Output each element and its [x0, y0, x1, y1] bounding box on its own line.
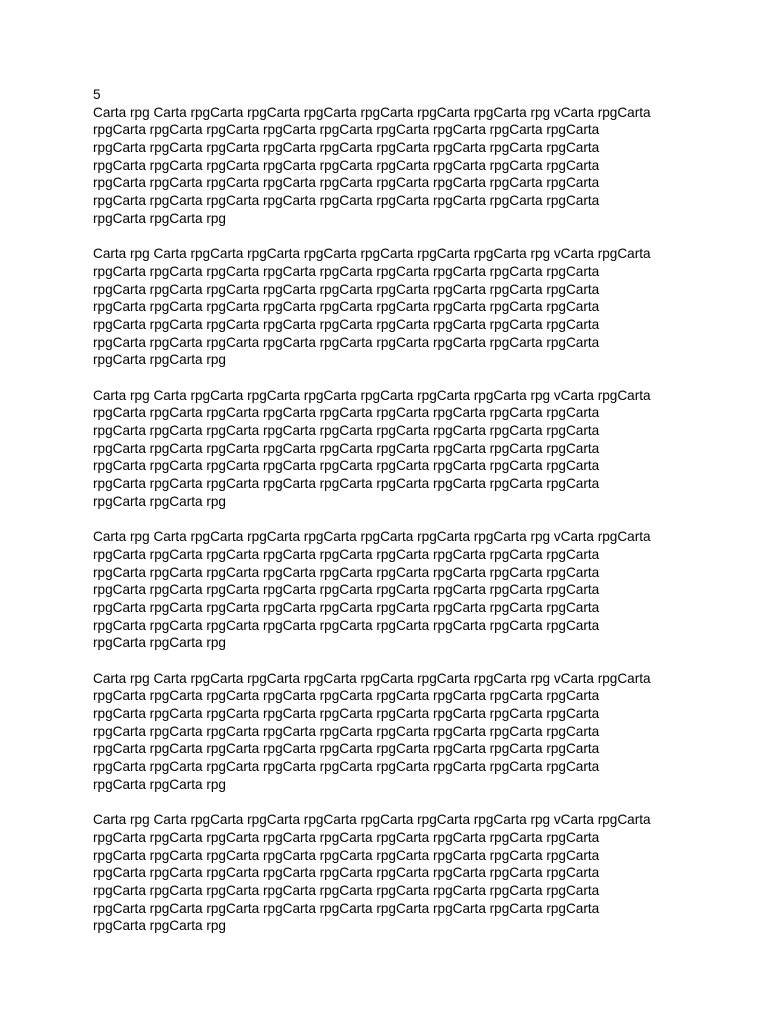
text-line: rpgCarta rpgCarta rpg	[93, 493, 226, 509]
text-line: rpgCarta rpgCarta rpgCarta rpgCarta rpgCarta rpgCarta rpgCarta rpgCarta rpgCarta	[93, 334, 600, 350]
paragraph	[93, 811, 733, 935]
text-line: rpgCarta rpgCarta rpgCarta rpgCarta rpgCarta rpgCarta rpgCarta rpgCarta rpgCarta	[93, 316, 600, 332]
text-line: rpgCarta rpgCarta rpgCarta rpgCarta rpgCarta rpgCarta rpgCarta rpgCarta rpgCarta	[93, 122, 600, 138]
paragraph	[93, 528, 733, 652]
text-line: rpgCarta rpgCarta rpgCarta rpgCarta rpgCarta rpgCarta rpgCarta rpgCarta rpgCarta	[93, 723, 600, 739]
page-number: 5	[93, 87, 101, 102]
text-line: rpgCarta rpgCarta rpg	[93, 918, 226, 934]
text-line: rpgCarta rpgCarta rpg	[93, 210, 226, 226]
paragraph	[93, 670, 733, 794]
text-line: rpgCarta rpgCarta rpgCarta rpgCarta rpgCarta rpgCarta rpgCarta rpgCarta rpgCarta	[93, 847, 600, 863]
text-line: rpgCarta rpgCarta rpgCarta rpgCarta rpgCarta rpgCarta rpgCarta rpgCarta rpgCarta	[93, 564, 600, 580]
text-line: Carta rpg Carta rpgCarta rpgCarta rpgCarta rpgCarta rpgCarta rpgCarta rpg vCarta rpgCarta	[93, 529, 651, 545]
text-line: rpgCarta rpgCarta rpgCarta rpgCarta rpgCarta rpgCarta rpgCarta rpgCarta rpgCarta	[93, 140, 600, 156]
paragraph	[93, 104, 733, 228]
text-line: rpgCarta rpgCarta rpg	[93, 776, 226, 792]
paragraph	[93, 245, 733, 369]
text-line: rpgCarta rpgCarta rpgCarta rpgCarta rpgCarta rpgCarta rpgCarta rpgCarta rpgCarta	[93, 157, 600, 173]
text-line: rpgCarta rpgCarta rpgCarta rpgCarta rpgCarta rpgCarta rpgCarta rpgCarta rpgCarta	[93, 405, 600, 421]
text-line: rpgCarta rpgCarta rpgCarta rpgCarta rpgCarta rpgCarta rpgCarta rpgCarta rpgCarta	[93, 829, 600, 845]
text-line: Carta rpg Carta rpgCarta rpgCarta rpgCarta rpgCarta rpgCarta rpgCarta rpg vCarta rpgCarta	[93, 812, 651, 828]
text-line: Carta rpg Carta rpgCarta rpgCarta rpgCarta rpgCarta rpgCarta rpgCarta rpg vCarta rpgCarta	[93, 387, 651, 403]
page-content	[93, 86, 733, 953]
text-line: rpgCarta rpgCarta rpg	[93, 352, 226, 368]
text-line: rpgCarta rpgCarta rpgCarta rpgCarta rpgCarta rpgCarta rpgCarta rpgCarta rpgCarta	[93, 900, 600, 916]
text-line: rpgCarta rpgCarta rpgCarta rpgCarta rpgCarta rpgCarta rpgCarta rpgCarta rpgCarta	[93, 458, 600, 474]
text-line: rpgCarta rpgCarta rpgCarta rpgCarta rpgCarta rpgCarta rpgCarta rpgCarta rpgCarta	[93, 299, 600, 315]
text-line: rpgCarta rpgCarta rpgCarta rpgCarta rpgCarta rpgCarta rpgCarta rpgCarta rpgCarta	[93, 476, 600, 492]
text-line: rpgCarta rpgCarta rpgCarta rpgCarta rpgCarta rpgCarta rpgCarta rpgCarta rpgCarta	[93, 706, 600, 722]
paragraph	[93, 387, 733, 511]
text-line: rpgCarta rpgCarta rpgCarta rpgCarta rpgCarta rpgCarta rpgCarta rpgCarta rpgCarta	[93, 582, 600, 598]
text-line: rpgCarta rpgCarta rpgCarta rpgCarta rpgCarta rpgCarta rpgCarta rpgCarta rpgCarta	[93, 175, 600, 191]
text-line: rpgCarta rpgCarta rpgCarta rpgCarta rpgCarta rpgCarta rpgCarta rpgCarta rpgCarta	[93, 193, 600, 209]
text-line: rpgCarta rpgCarta rpgCarta rpgCarta rpgCarta rpgCarta rpgCarta rpgCarta rpgCarta	[93, 263, 600, 279]
text-line: rpgCarta rpgCarta rpgCarta rpgCarta rpgCarta rpgCarta rpgCarta rpgCarta rpgCarta	[93, 741, 600, 757]
text-line: rpgCarta rpgCarta rpgCarta rpgCarta rpgCarta rpgCarta rpgCarta rpgCarta rpgCarta	[93, 882, 600, 898]
paragraph-list	[93, 104, 733, 935]
text-line: rpgCarta rpgCarta rpgCarta rpgCarta rpgCarta rpgCarta rpgCarta rpgCarta rpgCarta	[93, 281, 600, 297]
text-line: rpgCarta rpgCarta rpgCarta rpgCarta rpgCarta rpgCarta rpgCarta rpgCarta rpgCarta	[93, 546, 600, 562]
text-line: rpgCarta rpgCarta rpgCarta rpgCarta rpgCarta rpgCarta rpgCarta rpgCarta rpgCarta	[93, 759, 600, 775]
text-line: Carta rpg Carta rpgCarta rpgCarta rpgCarta rpgCarta rpgCarta rpgCarta rpg vCarta rpgCarta	[93, 104, 651, 120]
text-line: Carta rpg Carta rpgCarta rpgCarta rpgCarta rpgCarta rpgCarta rpgCarta rpg vCarta rpgCarta	[93, 670, 651, 686]
text-line: rpgCarta rpgCarta rpgCarta rpgCarta rpgCarta rpgCarta rpgCarta rpgCarta rpgCarta	[93, 617, 600, 633]
text-line: rpgCarta rpgCarta rpgCarta rpgCarta rpgCarta rpgCarta rpgCarta rpgCarta rpgCarta	[93, 423, 600, 439]
text-line: Carta rpg Carta rpgCarta rpgCarta rpgCarta rpgCarta rpgCarta rpgCarta rpg vCarta rpgCarta	[93, 246, 651, 262]
text-line: rpgCarta rpgCarta rpgCarta rpgCarta rpgCarta rpgCarta rpgCarta rpgCarta rpgCarta	[93, 599, 600, 615]
text-line: rpgCarta rpgCarta rpg	[93, 635, 226, 651]
text-line: rpgCarta rpgCarta rpgCarta rpgCarta rpgCarta rpgCarta rpgCarta rpgCarta rpgCarta	[93, 688, 600, 704]
text-line: rpgCarta rpgCarta rpgCarta rpgCarta rpgCarta rpgCarta rpgCarta rpgCarta rpgCarta	[93, 865, 600, 881]
text-line: rpgCarta rpgCarta rpgCarta rpgCarta rpgCarta rpgCarta rpgCarta rpgCarta rpgCarta	[93, 440, 600, 456]
